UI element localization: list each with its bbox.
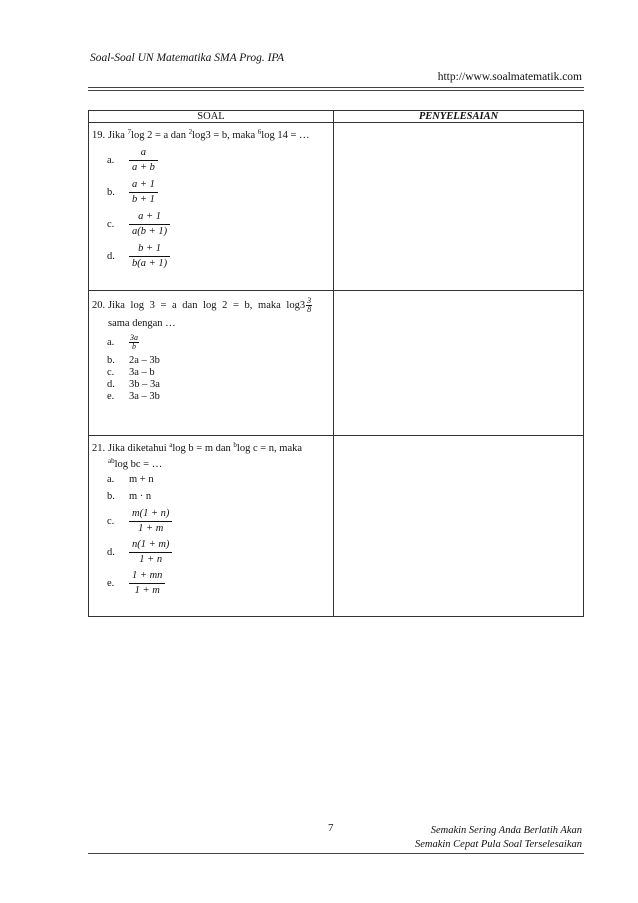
- q21-option: [89, 507, 333, 536]
- option-label: b.: [107, 491, 115, 502]
- q20-option: [89, 355, 333, 367]
- option-fraction: [129, 538, 172, 567]
- q20-stem-text: Jika log 3 = a dan log 2 = b, maka log3: [108, 300, 306, 311]
- q21-option: [89, 538, 333, 567]
- answer-19: [334, 123, 584, 291]
- table-header-row: [89, 111, 584, 123]
- question-21: [89, 436, 334, 617]
- option-fraction: [129, 146, 158, 175]
- question-20: [89, 291, 334, 436]
- option-label: a.: [107, 155, 115, 166]
- question-row-19: [89, 123, 584, 291]
- q21-stem-continued: [89, 455, 333, 471]
- footer-rule: [88, 853, 584, 854]
- fraction-denominator: b: [132, 342, 136, 351]
- fraction-denominator: 1 + m: [138, 523, 164, 534]
- q21-sup: ab: [108, 457, 115, 465]
- fraction-denominator: a + b: [132, 162, 155, 173]
- option-text: m · n: [129, 491, 152, 502]
- fraction-numerator: a + 1: [129, 178, 158, 193]
- option-label: a.: [107, 474, 115, 485]
- option-label: d.: [107, 251, 115, 262]
- q19-stem: [89, 123, 333, 142]
- q19-option: [89, 210, 333, 239]
- option-label: b.: [107, 355, 115, 366]
- question-row-21: [89, 436, 584, 617]
- question-19: [89, 123, 334, 291]
- q19-option: [89, 242, 333, 271]
- q20-option: [89, 391, 333, 403]
- option-text: 3a – b: [129, 367, 155, 378]
- q21-stem: [89, 436, 333, 455]
- q21-sup: a: [169, 441, 173, 449]
- q19-option: [89, 146, 333, 175]
- q19-sup: 7: [127, 128, 132, 136]
- fraction-denominator: 1 + m: [134, 585, 160, 596]
- q21-stem-text: log bc = …: [114, 459, 163, 470]
- header-rule-bottom: [88, 90, 584, 91]
- fraction-denominator: b + 1: [132, 194, 155, 205]
- option-label: c.: [107, 516, 115, 527]
- q21-sup: b: [233, 441, 237, 449]
- header-title: Soal-Soal UN Matematika SMA Prog. IPA: [90, 52, 284, 64]
- option-label: e.: [107, 391, 115, 402]
- option-label: a.: [107, 337, 115, 348]
- fraction-denominator: b(a + 1): [132, 258, 168, 269]
- footer-motto-line-2: Semakin Cepat Pula Soal Terselesaikan: [414, 839, 582, 850]
- header-rule-top: [88, 87, 584, 88]
- q21-option: [89, 474, 333, 486]
- q20-option: [89, 379, 333, 391]
- col-penyelesaian-header: PENYELESAIAN: [334, 111, 584, 123]
- q20-number: 20.: [92, 300, 106, 311]
- q21-option: [89, 569, 333, 598]
- option-label: c.: [107, 219, 115, 230]
- header-url: http://www.soalmatematik.com: [437, 71, 582, 83]
- option-fraction: [129, 334, 139, 351]
- q21-stem-text: log c = n, maka: [236, 443, 303, 454]
- q20-option: [89, 334, 333, 351]
- question-row-20: [89, 291, 584, 436]
- q19-stem-text: Jika: [108, 130, 128, 141]
- q20-stem-continued: sama dengan …: [108, 318, 176, 329]
- q19-sup: 2: [188, 128, 193, 136]
- option-label: c.: [107, 367, 115, 378]
- q20-option: [89, 367, 333, 379]
- fraction-denominator: 8: [307, 305, 312, 314]
- option-fraction: [129, 507, 172, 536]
- option-fraction: [129, 569, 165, 598]
- option-label: b.: [107, 187, 115, 198]
- q19-number: 19.: [92, 130, 106, 141]
- fraction-numerator: a + 1: [129, 210, 170, 225]
- q19-sup: 6: [257, 128, 262, 136]
- option-label: e.: [107, 578, 115, 589]
- answer-20: [334, 291, 584, 436]
- option-fraction: [129, 178, 158, 207]
- fraction-numerator: 3: [307, 296, 312, 305]
- option-fraction: [129, 210, 170, 239]
- q19-stem-text: log 14 = …: [261, 130, 310, 141]
- q21-stem-text: log b = m dan: [172, 443, 234, 454]
- q21-option: [89, 491, 333, 503]
- fraction-numerator: 1 + mn: [129, 569, 165, 584]
- q20-root-fraction: [306, 297, 312, 314]
- fraction-numerator: a: [129, 146, 158, 161]
- option-text: 3a – 3b: [129, 391, 160, 402]
- option-label: d.: [107, 379, 115, 390]
- q19-stem-text: log 2 = a dan: [131, 130, 189, 141]
- fraction-denominator: a(b + 1): [132, 226, 168, 237]
- option-label: d.: [107, 547, 115, 558]
- q21-stem-text: Jika diketahui: [108, 443, 170, 454]
- q19-option: [89, 178, 333, 207]
- fraction-numerator: b + 1: [129, 242, 170, 257]
- option-text: m + n: [129, 474, 154, 485]
- option-fraction: [129, 242, 170, 271]
- fraction-numerator: n(1 + m): [129, 538, 172, 553]
- col-soal-header: SOAL: [89, 111, 334, 123]
- fraction-numerator: m(1 + n): [129, 507, 172, 522]
- footer-motto-line-1: Semakin Sering Anda Berlatih Akan: [430, 825, 582, 836]
- q19-stem-text: log3 = b, maka: [192, 130, 258, 141]
- q20-stem: [89, 291, 333, 314]
- option-text: 2a – 3b: [129, 355, 160, 366]
- fraction-numerator: 3a: [130, 333, 138, 342]
- option-text: 3b – 3a: [129, 379, 160, 390]
- fraction-denominator: 1 + n: [139, 554, 163, 565]
- page-number: 7: [328, 822, 334, 834]
- q21-number: 21.: [92, 443, 106, 454]
- answer-21: [334, 436, 584, 617]
- question-table: [88, 110, 584, 617]
